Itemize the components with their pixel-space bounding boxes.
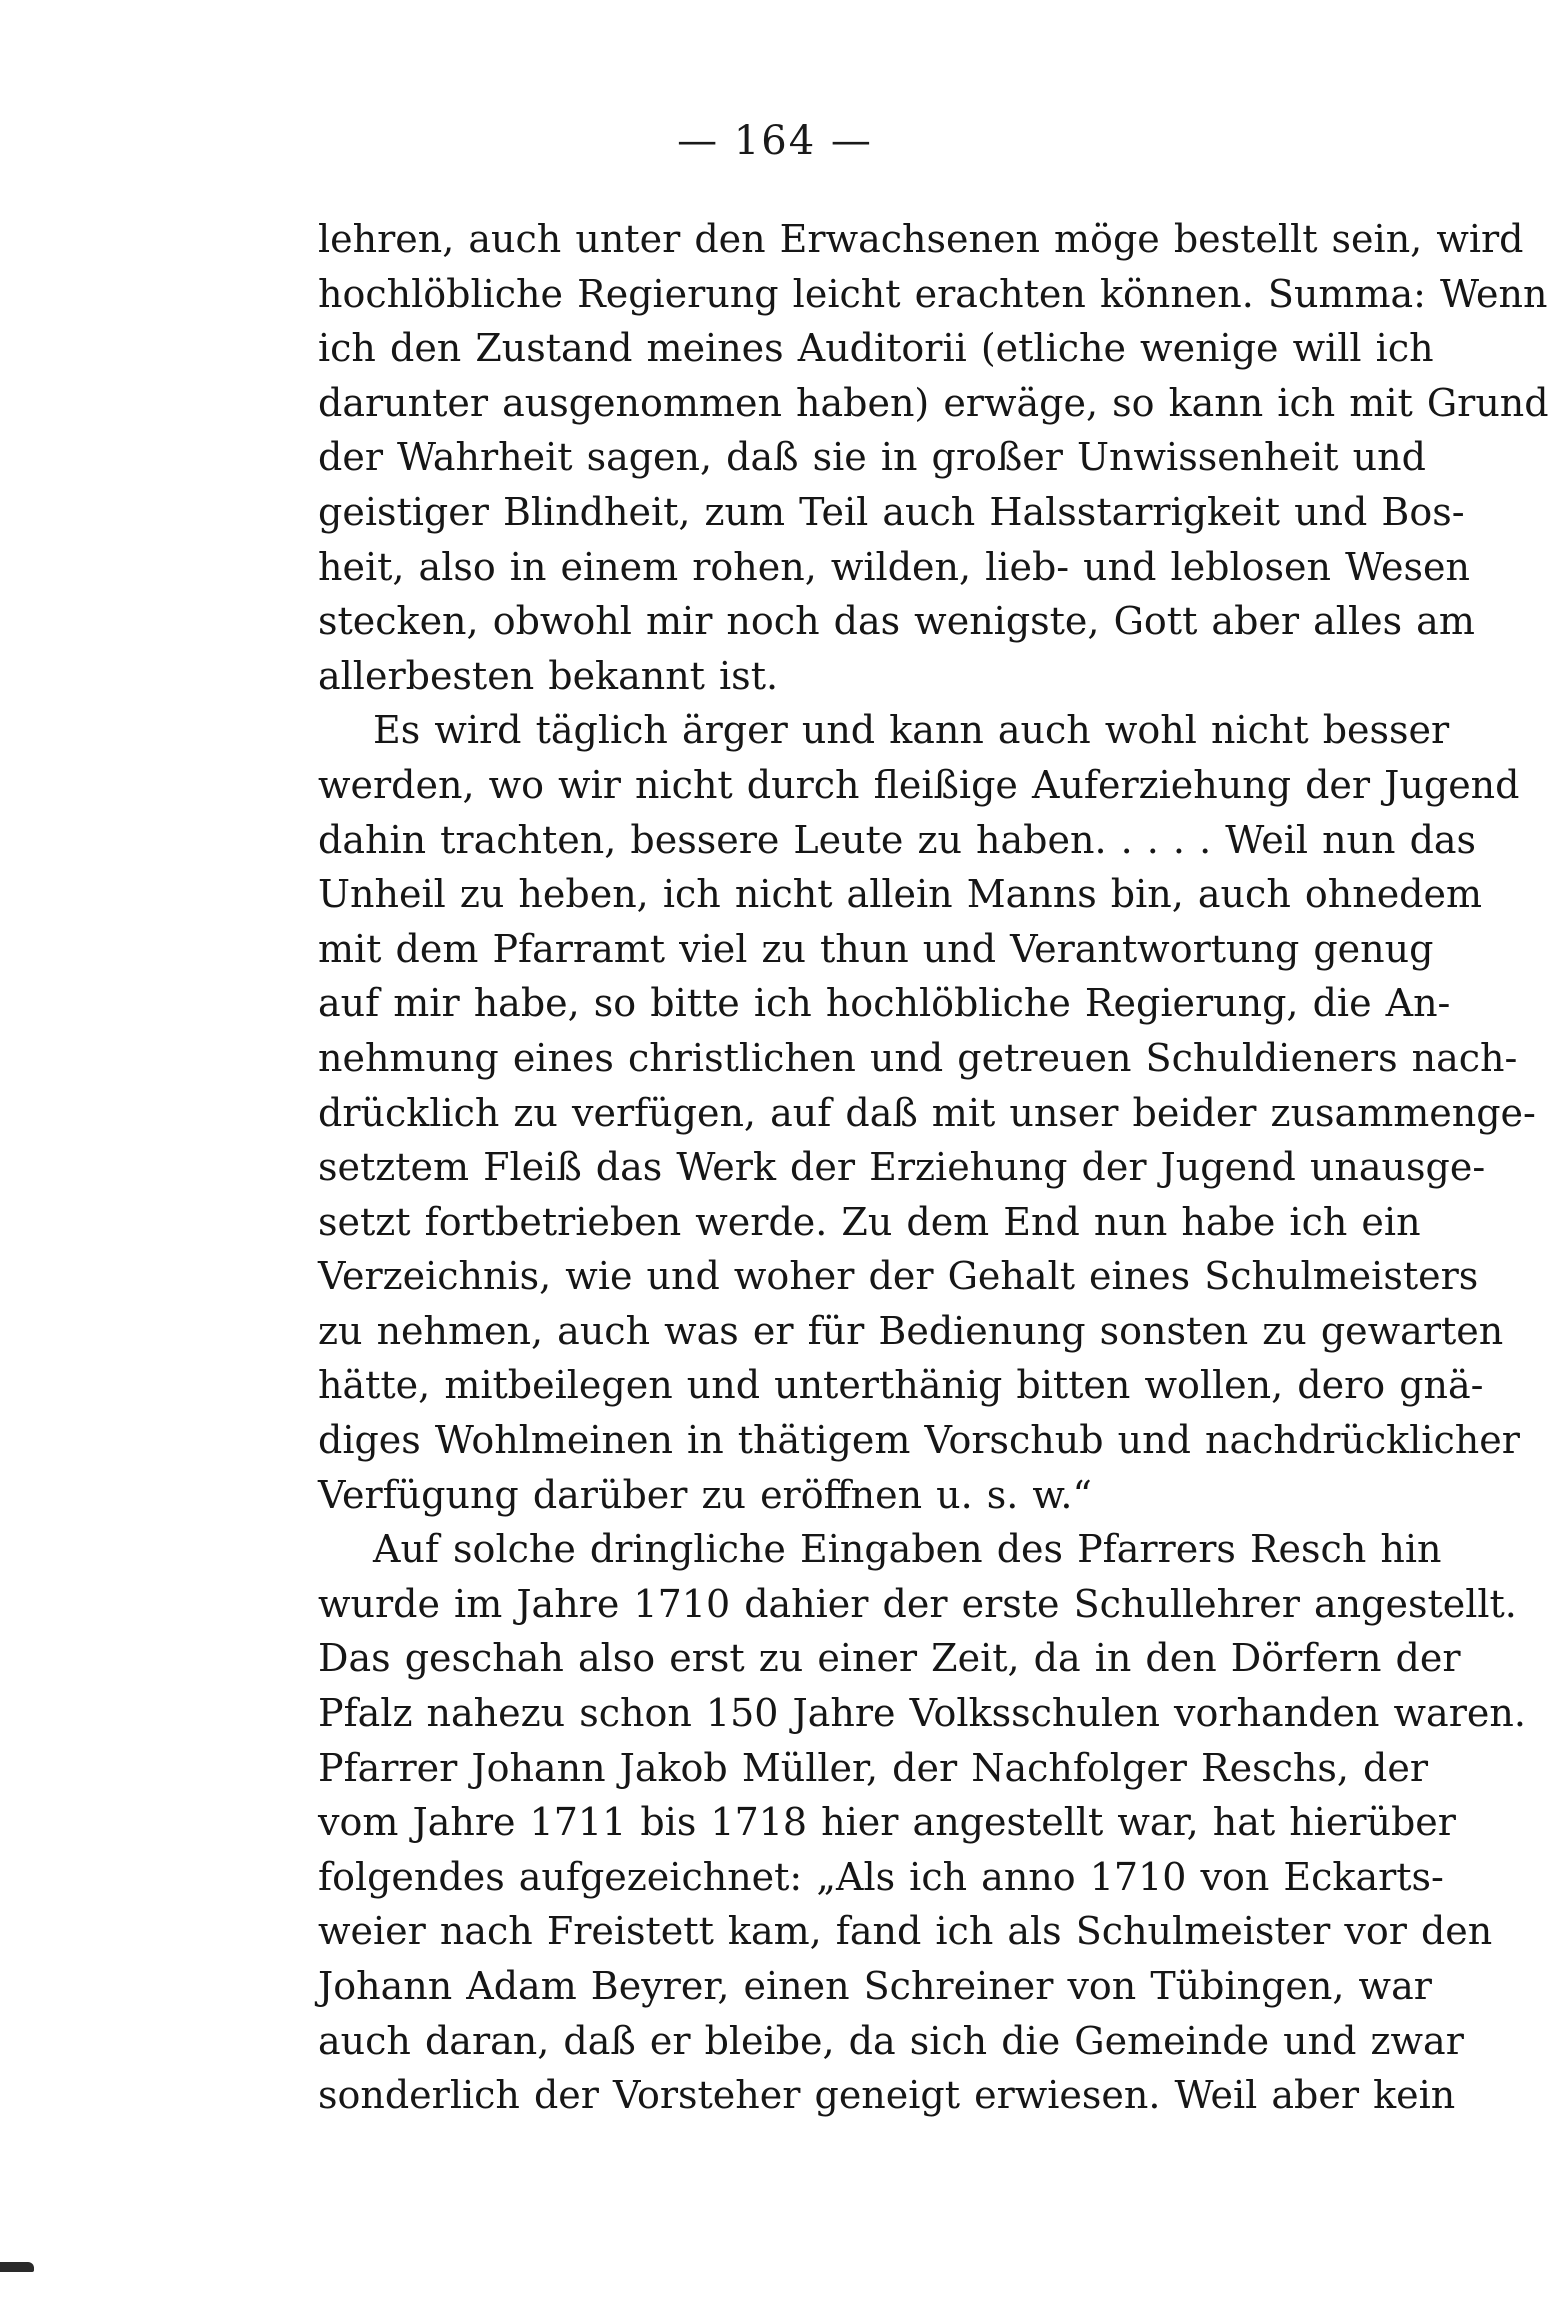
text-line: Johann Adam Beyrer, einen Schreiner von Tübingen, war [318,1964,1432,2008]
text-line: Pfarrer Johann Jakob Müller, der Nachfolger Reschs, der [318,1745,1429,1790]
text-line: werden, wo wir nicht durch fleißige Auferziehung der Jugend [318,762,1520,807]
text-line: stecken, obwohl mir noch das wenigste, Gott aber alles am [318,599,1475,644]
text-line: Verfügung darüber zu eröffnen u. s. w.“ [318,1472,1092,1517]
text-line: auch daran, daß er bleibe, da sich die Gemeinde und zwar [318,2018,1464,2063]
text-line: geistiger Blindheit, zum Teil auch Halsstarrigkeit und Bos- [318,489,1465,534]
text-line: ich den Zustand meines Auditorii (etliche wenige will ich [318,326,1434,371]
page-number: — 164 — [677,118,873,164]
text-line: diges Wohlmeinen in thätigem Vorschub und nachdrücklicher [318,1418,1520,1463]
text-line: allerbesten bekannt ist. [318,653,779,698]
text-line: setztem Fleiß das Werk der Erziehung der Jugend unausge- [318,1145,1486,1190]
text-line: nehmung eines christlichen und getreuen Schuldieners nach- [318,1035,1518,1080]
text-line: Unheil zu heben, ich nicht allein Manns bin, auch ohnedem [318,872,1483,917]
text-line: auf mir habe, so bitte ich hochlöbliche Regierung, die An- [318,981,1451,1026]
text-line: Verzeichnis, wie und woher der Gehalt eines Schulmeisters [318,1254,1479,1299]
text-line: folgendes aufgezeichnet: „Als ich anno 1710 von Eckarts- [318,1854,1444,1899]
text-line: drücklich zu verfügen, auf daß mit unser beider zusammenge- [318,1090,1536,1135]
text-line: setzt fortbetrieben werde. Zu dem End nun habe ich ein [318,1199,1421,1244]
text-line: der Wahrheit sagen, daß sie in großer Unwissenheit und [318,435,1426,480]
text-line: heit, also in einem rohen, wilden, lieb- und leblosen Wesen [318,544,1470,589]
body-text [318,212,1549,2123]
text-line: darunter ausgenommen haben) erwäge, so kann ich mit Grund [318,380,1549,425]
text-line: hätte, mitbeilegen und unterthänig bitten wollen, dero gnä- [318,1363,1484,1408]
text-line: vom Jahre 1711 bis 1718 hier angestellt war, hat hierüber [318,1800,1456,1845]
text-line: zu nehmen, auch was er für Bedienung sonsten zu gewarten [318,1308,1504,1353]
paragraph-first-line: Auf solche dringliche Eingaben des Pfarrers Resch hin [373,1527,1442,1572]
text-line: weier nach Freistett kam, fand ich als Schulmeister vor den [318,1909,1493,1954]
paragraph-first-line: Es wird täglich ärger und kann auch wohl nicht besser [373,708,1450,753]
text-line: hochlöbliche Regierung leicht erachten können. Summa: Wenn [318,271,1548,316]
text-line: Das geschah also erst zu einer Zeit, da in den Dörfern der [318,1636,1461,1681]
text-line: mit dem Pfarramt viel zu thun und Verantwortung genug [318,926,1434,971]
text-line: wurde im Jahre 1710 dahier der erste Schullehrer angestellt. [318,1581,1517,1626]
text-line: Pfalz nahezu schon 150 Jahre Volksschulen vorhanden waren. [318,1691,1526,1736]
scan-edge-mark [0,2262,34,2272]
text-line: dahin trachten, bessere Leute zu haben. . . . . Weil nun das [318,817,1477,862]
text-line: sonderlich der Vorsteher geneigt erwiesen. Weil aber kein [318,2073,1456,2118]
text-line: lehren, auch unter den Erwachsenen möge bestellt sein, wird [318,217,1524,261]
